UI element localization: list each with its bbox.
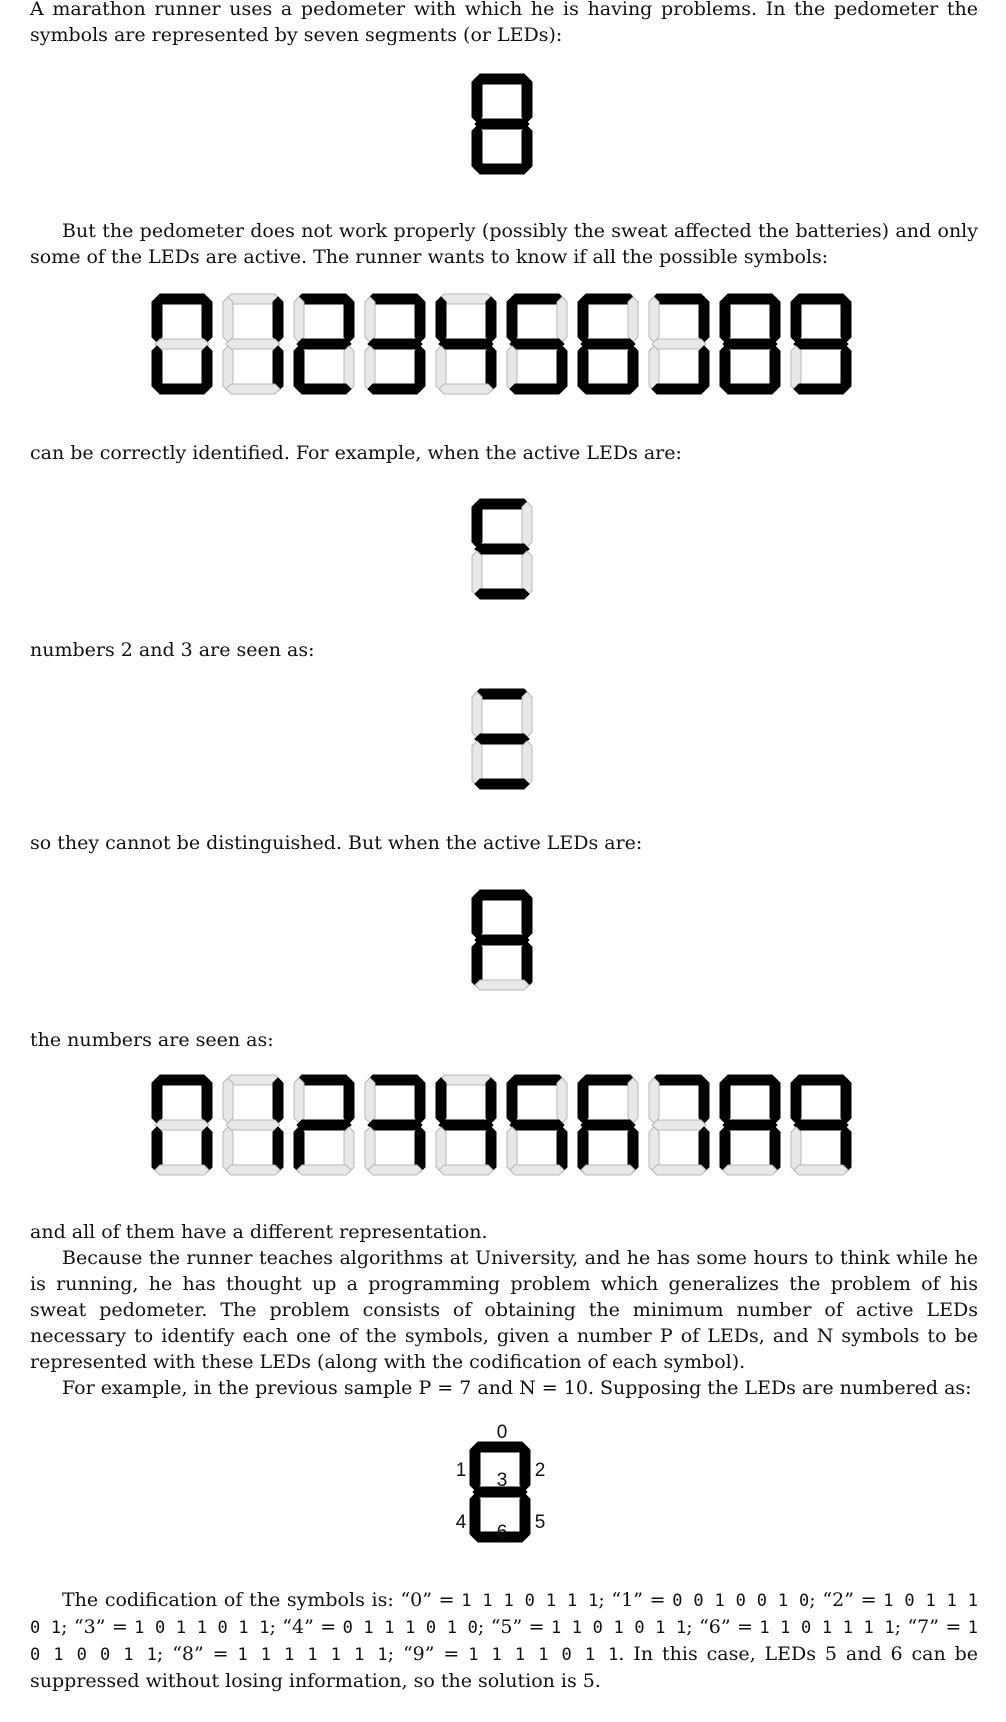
digit-5-segment-middle-on [510,1120,564,1130]
code-symbol-3: “3” [73,1616,106,1638]
digit-1-segment-bottom-off [226,1165,280,1175]
code-symbol-1: “1” [611,1589,643,1611]
digit-7-segment-middle-off [652,1120,706,1130]
digit-3-segment-top-on [368,294,422,304]
merged-2-3-segment-top-on [475,689,529,699]
segment-label-1: 1 [455,1460,467,1481]
paragraph-broken-pedometer: But the pedometer does not work properly (possibly the sweat affected the batteries) and only some of the LEDs are active. The runner wants to know if all the possible symbols: [30,220,978,268]
digit-6-segment-upper-left-on [578,1078,588,1123]
digit-9 [791,1075,851,1175]
segment-label-3: 3 [496,1470,508,1491]
digit-7 [649,294,709,394]
digit-0-segment-upper-right-on [202,1078,212,1123]
digit-5 [507,294,567,394]
digit-6-segment-top-on [581,294,635,304]
digit-1-segment-upper-left-off [223,1078,233,1123]
digit-3-segment-middle-on [368,339,422,349]
segment-label-6: 6 [496,1522,508,1543]
digit-3 [365,294,425,394]
digit-9-segment-bottom-on [794,384,848,394]
digit-4-segment-upper-left-on [436,1078,446,1123]
full-eight-segment-upper-right-on [522,77,532,122]
seven-segment-digit [470,888,534,992]
full-eight-segment-upper-left-on [472,77,482,122]
code-symbol-6: “6” [699,1616,731,1638]
digit-2-segment-bottom-off [297,1165,351,1175]
mask-example-segment-middle-on [475,544,529,554]
digit-3-segment-top-on [368,1075,422,1085]
paragraph-example: can be correctly identified. For example, when the active LEDs are: [30,442,682,464]
digit-7 [649,1075,709,1175]
digit-1-segment-top-off [226,1075,280,1085]
digit-6-segment-upper-left-on [578,297,588,342]
merged-2-3-segment-middle-on [475,734,529,744]
seven-segment-row [150,1073,860,1177]
digit-8 [720,1075,780,1175]
full-eight-segment-top-on [475,74,529,84]
digit-1-segment-middle-off [226,339,280,349]
seven-segment-row [150,292,860,396]
digit-3-segment-bottom-off [368,1165,422,1175]
mask-example-segment-top-on [475,499,529,509]
paragraph-seen-as: numbers 2 and 3 are seen as: [30,639,315,661]
digit-3-segment-middle-on [368,1120,422,1130]
segment-label-5: 5 [534,1512,546,1533]
codification-conclusion: In this case, LEDs 5 and 6 can be suppressed without losing information, so the solution is 5. [30,1643,978,1692]
digit-4-segment-upper-right-on [486,297,496,342]
mask-good-segment-bottom-off [475,980,529,990]
paragraph-cannot-distinguish: so they cannot be distinguished. But when the active LEDs are: [30,832,643,854]
digit-8-segment-bottom-off [723,1165,777,1175]
digit-0-segment-upper-left-on [152,297,162,342]
mask-good-segment-upper-right-on [522,893,532,938]
seven-segment-digit [470,687,534,791]
digit-4-segment-top-off [439,294,493,304]
digit-4-segment-bottom-off [439,1165,493,1175]
digit-2-segment-middle-on [297,339,351,349]
segment-label-0: 0 [496,1422,508,1443]
codification-list: “0” = 1 1 1 0 1 1 1; “1” = 0 0 1 0 0 1 0; “2” = 1 0 1 1 1 0 1; “3” = 1 0 1 1 0 1 1; “4” = 0 1 1 1 0 1 0; “5” = 1 1 0 1 0 1 1; “6” = 1 1 0 1 1 1 1; “7” = 1 0 1 0 0 1 1; “8” = 1 1 1 1 1 1 1; “9” = 1 1 1 1 0 1 1. [30,1589,978,1665]
digit-9-segment-upper-left-on [791,297,801,342]
codification-paragraph [30,1587,978,1694]
digit-5-segment-upper-right-off [557,297,567,342]
digit-4-segment-top-off [439,1075,493,1085]
mask-example-segment-upper-left-on [472,502,482,547]
code-symbol-7: “7” [907,1616,939,1638]
digit-4-segment-upper-left-on [436,297,446,342]
digit-5-segment-upper-left-on [507,1078,517,1123]
digit-3-segment-upper-left-off [365,297,375,342]
numbered-segment-upper-right-on [520,1445,530,1490]
digit-1-segment-upper-right-on [273,1078,283,1123]
full-eight-segment-bottom-on [475,164,529,174]
digit-1-segment-top-off [226,294,280,304]
digit-2 [294,294,354,394]
digit-3-segment-upper-right-on [415,1078,425,1123]
segment-display-good-mask [470,888,534,999]
digit-4-segment-upper-right-on [486,1078,496,1123]
code-bits-6: 1 1 0 1 1 1 1 [759,1618,895,1638]
digit-7-segment-upper-left-off [649,297,659,342]
mask-example-segment-upper-right-off [522,502,532,547]
digit-0-segment-bottom-off [155,1165,209,1175]
digit-0 [152,1075,212,1175]
digit-4 [436,1075,496,1175]
digit-7-segment-top-on [652,1075,706,1085]
digit-2-segment-upper-left-off [294,1078,304,1123]
digit-5-segment-upper-right-off [557,1078,567,1123]
merged-2-3-segment-bottom-on [475,779,529,789]
code-bits-4: 0 1 1 1 0 1 0 [342,1618,478,1638]
digit-9-segment-upper-left-on [791,1078,801,1123]
digit-7-segment-upper-right-on [699,297,709,342]
digit-2-segment-upper-right-on [344,1078,354,1123]
code-bits-7: 1 0 1 0 0 1 1 [30,1618,978,1665]
digit-5-segment-top-on [510,1075,564,1085]
code-bits-2: 1 0 1 1 1 0 1 [30,1591,978,1638]
numbered-segment-diagram [440,1418,560,1558]
digit-3-segment-upper-left-off [365,1078,375,1123]
digit-1-segment-upper-left-off [223,297,233,342]
digit-1-segment-upper-right-on [273,297,283,342]
paragraph-seen-as-2: the numbers are seen as: [30,1029,274,1051]
digit-3-segment-upper-right-on [415,297,425,342]
digit-0 [152,294,212,394]
numbered-segment-upper-left-on [470,1445,480,1490]
digit-0-segment-upper-left-on [152,1078,162,1123]
digit-8-segment-upper-right-on [770,297,780,342]
digit-5-segment-upper-left-on [507,297,517,342]
digit-7-segment-middle-off [652,339,706,349]
digit-9-segment-middle-on [794,1120,848,1130]
segment-label-4: 4 [455,1512,467,1533]
digit-6-segment-bottom-off [581,1165,635,1175]
digit-8-segment-top-on [723,294,777,304]
digit-8-segment-bottom-on [723,384,777,394]
digit-9-segment-top-on [794,1075,848,1085]
mask-good-segment-upper-left-on [472,893,482,938]
digit-3 [365,1075,425,1175]
digit-0-segment-top-on [155,294,209,304]
digit-9-segment-upper-right-on [841,1078,851,1123]
digit-8-segment-upper-left-on [720,297,730,342]
numbered-segment-top-on [473,1442,527,1452]
codification-intro: The codification of the symbols is: [62,1589,394,1611]
digit-6-segment-upper-right-off [628,1078,638,1123]
code-symbol-8: “8” [172,1643,204,1665]
mask-good-segment-middle-on [475,935,529,945]
digit-4-segment-middle-on [439,339,493,349]
digit-7-segment-upper-left-off [649,1078,659,1123]
digit-9-segment-bottom-off [794,1165,848,1175]
digit-4-segment-bottom-off [439,384,493,394]
digit-row-masked-symbols [150,1073,860,1184]
digit-7-segment-bottom-on [652,384,706,394]
digit-4 [436,294,496,394]
code-bits-5: 1 1 0 1 0 1 1 [550,1618,687,1638]
code-symbol-5: “5” [490,1616,523,1638]
merged-2-3-segment-upper-left-off [472,692,482,737]
digit-8-segment-upper-right-on [770,1078,780,1123]
code-bits-9: 1 1 1 1 0 1 1 [468,1645,619,1665]
segment-display-active-mask [470,497,534,608]
digit-8-segment-top-on [723,1075,777,1085]
digit-9-segment-top-on [794,294,848,304]
code-bits-3: 1 0 1 1 0 1 1 [134,1618,270,1638]
digit-2-segment-upper-left-off [294,297,304,342]
code-bits-8: 1 1 1 1 1 1 1 [237,1645,388,1665]
digit-2-segment-upper-right-on [344,297,354,342]
digit-5-segment-top-on [510,294,564,304]
digit-3-segment-bottom-on [368,384,422,394]
seven-segment-digit [470,72,534,176]
digit-1-segment-bottom-off [226,384,280,394]
digit-9-segment-upper-right-on [841,297,851,342]
digit-6-segment-upper-right-off [628,297,638,342]
digit-5-segment-bottom-on [510,384,564,394]
digit-9 [791,294,851,394]
digit-4-segment-middle-on [439,1120,493,1130]
code-symbol-2: “2” [822,1589,854,1611]
digit-6-segment-bottom-on [581,384,635,394]
digit-row-all-symbols [150,292,860,403]
code-symbol-9: “9” [402,1643,435,1665]
mask-good-segment-top-on [475,890,529,900]
full-eight-segment-middle-on [475,119,529,129]
digit-9-segment-middle-on [794,339,848,349]
code-symbol-0: “0” [400,1589,432,1611]
digit-0-segment-top-on [155,1075,209,1085]
digit-0-segment-bottom-on [155,384,209,394]
digit-5-segment-middle-on [510,339,564,349]
digit-0-segment-middle-off [155,1120,209,1130]
digit-1 [223,294,283,394]
segment-label-2: 2 [534,1460,546,1481]
digit-8-segment-upper-left-on [720,1078,730,1123]
digit-8-segment-middle-on [723,339,777,349]
digit-7-segment-top-on [652,294,706,304]
digit-5-segment-bottom-off [510,1165,564,1175]
digit-2-segment-bottom-on [297,384,351,394]
digit-6 [578,294,638,394]
digit-8-segment-middle-on [723,1120,777,1130]
digit-1-segment-middle-off [226,1120,280,1130]
code-bits-0: 1 1 1 0 1 1 1 [461,1591,599,1611]
digit-8 [720,294,780,394]
paragraph-led-numbering: For example, in the previous sample P = 7 and N = 10. Supposing the LEDs are numbered as: [62,1377,972,1399]
digit-2 [294,1075,354,1175]
paragraph-all-different: and all of them have a different representation. [30,1221,488,1243]
digit-7-segment-upper-right-on [699,1078,709,1123]
merged-2-3-segment-upper-right-off [522,692,532,737]
mask-example-segment-bottom-on [475,589,529,599]
digit-6 [578,1075,638,1175]
intro-paragraph: A marathon runner uses a pedometer with which he is having problems. In the pedometer the symbols are represented by seven segments (or LEDs): [30,0,978,46]
digit-0-segment-upper-right-on [202,297,212,342]
segment-display-2-and-3 [470,687,534,798]
problem-description [30,1219,978,1401]
code-bits-1: 0 0 1 0 0 1 0 [672,1591,810,1611]
seven-segment-digit [470,497,534,601]
digit-1 [223,1075,283,1175]
digit-2-segment-middle-on [297,1120,351,1130]
segment-display-all-on [470,72,534,183]
digit-6-segment-middle-on [581,339,635,349]
digit-6-segment-middle-on [581,1120,635,1130]
digit-6-segment-top-on [581,1075,635,1085]
paragraph-problem-statement: Because the runner teaches algorithms at University, and he has some hours to think while he is running, he has thought up a programming problem which generalizes the problem of his sweat pedometer. The problem consists of obtaining the minimum number of active LEDs necessary to identify each one of the symbols, given a number P of LEDs, and N symbols to be represented with these LEDs (along with the codification of each symbol). [30,1247,978,1373]
digit-0-segment-middle-off [155,339,209,349]
digit-7-segment-bottom-off [652,1165,706,1175]
digit-2-segment-top-on [297,294,351,304]
digit-5 [507,1075,567,1175]
digit-2-segment-top-on [297,1075,351,1085]
code-symbol-4: “4” [282,1616,314,1638]
